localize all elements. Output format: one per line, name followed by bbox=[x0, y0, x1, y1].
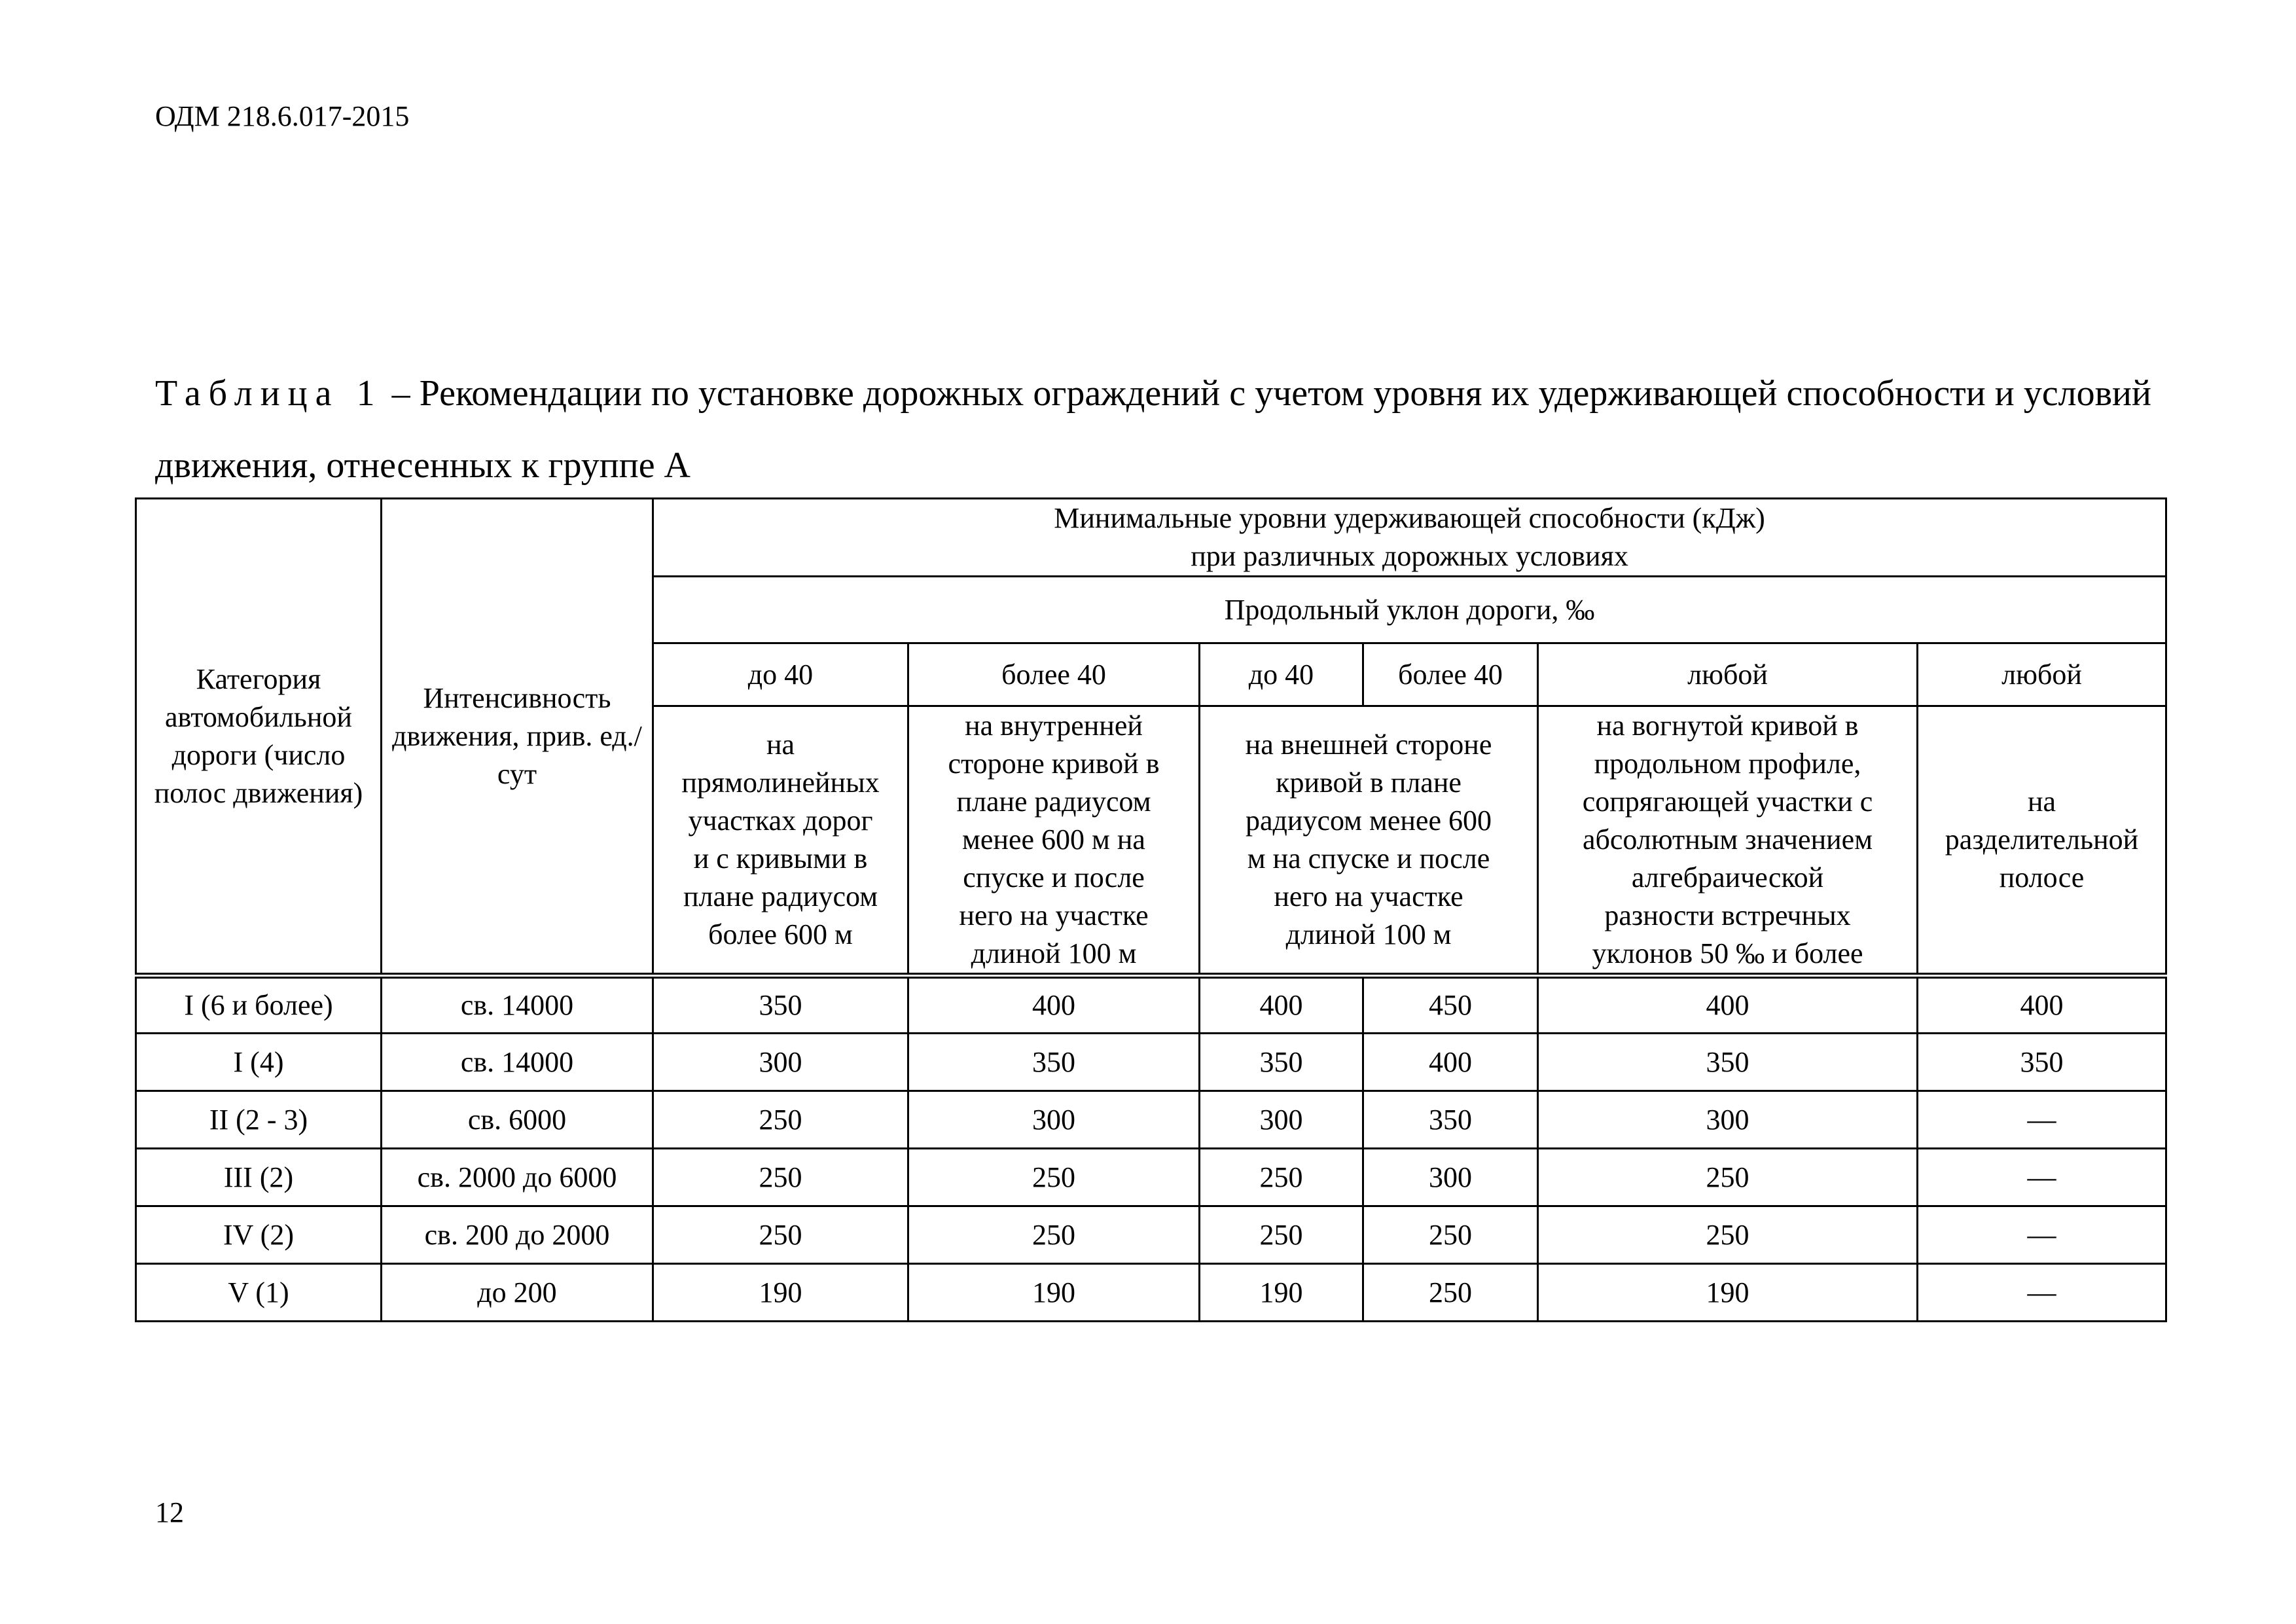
category-cell: IV (2) bbox=[136, 1206, 382, 1264]
value-cell: 190 bbox=[908, 1264, 1200, 1322]
condition-cell: на внешней стороне кривой в плане радиусом менее 600 м на спуске и после него на участке длиной 100 м bbox=[1200, 706, 1538, 976]
dash-cell: — bbox=[1918, 1149, 2166, 1206]
value-cell: 190 bbox=[653, 1264, 908, 1322]
value-cell: 190 bbox=[1200, 1264, 1363, 1322]
category-cell: V (1) bbox=[136, 1264, 382, 1322]
slope-cell: любой bbox=[1538, 643, 1918, 706]
condition-cell: на внутренней стороне кривой в плане радиусом менее 600 м на спуске и после него на участке длиной 100 м bbox=[908, 706, 1200, 976]
value-cell: 350 bbox=[908, 1034, 1200, 1091]
table-row bbox=[136, 1206, 2166, 1264]
value-cell: 450 bbox=[1363, 976, 1538, 1034]
value-cell: 250 bbox=[653, 1149, 908, 1206]
dash-cell: — bbox=[1918, 1264, 2166, 1322]
value-cell: 400 bbox=[1538, 976, 1918, 1034]
document-header: ОДМ 218.6.017-2015 bbox=[155, 100, 410, 132]
slope-cell: более 40 bbox=[1363, 643, 1538, 706]
value-cell: 300 bbox=[1363, 1149, 1538, 1206]
table-caption bbox=[155, 357, 2151, 501]
header-slope: Продольный уклон дороги, ‰ bbox=[653, 577, 2166, 643]
intensity-cell: до 200 bbox=[382, 1264, 653, 1322]
condition-cell: на разделительной полосе bbox=[1918, 706, 2166, 976]
value-cell: 400 bbox=[908, 976, 1200, 1034]
table-row bbox=[136, 1264, 2166, 1322]
header-intensity: Интенсивность движения, прив. ед./сут bbox=[382, 499, 653, 976]
table-caption-text: – Рекомендации по установке дорожных ограждений с учетом уровня их удерживающей способности и условий движения, отнесенных к группе А bbox=[155, 373, 2151, 486]
value-cell: 250 bbox=[653, 1091, 908, 1149]
value-cell: 250 bbox=[1200, 1149, 1363, 1206]
header-category: Категория автомобильной дороги (число полос движения) bbox=[136, 499, 382, 976]
table-row bbox=[136, 1149, 2166, 1206]
dash-cell: — bbox=[1918, 1091, 2166, 1149]
intensity-cell: св. 14000 bbox=[382, 1034, 653, 1091]
value-cell: 400 bbox=[1363, 1034, 1538, 1091]
category-cell: I (4) bbox=[136, 1034, 382, 1091]
value-cell: 300 bbox=[1538, 1091, 1918, 1149]
table-row bbox=[136, 1091, 2166, 1149]
value-cell: 350 bbox=[1918, 1034, 2166, 1091]
table-row bbox=[136, 1034, 2166, 1091]
slope-cell: до 40 bbox=[1200, 643, 1363, 706]
value-cell: 250 bbox=[1363, 1206, 1538, 1264]
intensity-cell: св. 6000 bbox=[382, 1091, 653, 1149]
value-cell: 250 bbox=[1538, 1149, 1918, 1206]
value-cell: 400 bbox=[1200, 976, 1363, 1034]
condition-cell: на вогнутой кривой в продольном профиле, сопрягающей участки с абсолютным значением алгебраической разности встречных уклонов 50 ‰ и более bbox=[1538, 706, 1918, 976]
value-cell: 250 bbox=[908, 1149, 1200, 1206]
value-cell: 300 bbox=[1200, 1091, 1363, 1149]
value-cell: 250 bbox=[1538, 1206, 1918, 1264]
table-row bbox=[136, 976, 2166, 1034]
value-cell: 300 bbox=[653, 1034, 908, 1091]
value-cell: 190 bbox=[1538, 1264, 1918, 1322]
dash-cell: — bbox=[1918, 1206, 2166, 1264]
guardrail-table bbox=[135, 497, 2167, 1322]
value-cell: 350 bbox=[1200, 1034, 1363, 1091]
value-cell: 350 bbox=[1363, 1091, 1538, 1149]
value-cell: 250 bbox=[1363, 1264, 1538, 1322]
category-cell: II (2 - 3) bbox=[136, 1091, 382, 1149]
intensity-cell: св. 2000 до 6000 bbox=[382, 1149, 653, 1206]
slope-cell: до 40 bbox=[653, 643, 908, 706]
header-containment-levels: Минимальные уровни удерживающей способности (кДж) при различных дорожных условиях bbox=[653, 499, 2166, 577]
slope-cell: более 40 bbox=[908, 643, 1200, 706]
page-number: 12 bbox=[155, 1496, 184, 1528]
category-cell: III (2) bbox=[136, 1149, 382, 1206]
slope-cell: любой bbox=[1918, 643, 2166, 706]
category-cell: I (6 и более) bbox=[136, 976, 382, 1034]
value-cell: 350 bbox=[1538, 1034, 1918, 1091]
intensity-cell: св. 14000 bbox=[382, 976, 653, 1034]
value-cell: 350 bbox=[653, 976, 908, 1034]
value-cell: 250 bbox=[908, 1206, 1200, 1264]
value-cell: 250 bbox=[653, 1206, 908, 1264]
table-caption-label: Таблица 1 bbox=[155, 373, 383, 414]
value-cell: 250 bbox=[1200, 1206, 1363, 1264]
value-cell: 300 bbox=[908, 1091, 1200, 1149]
condition-cell: на прямолинейных участках дорог и с кривыми в плане радиусом более 600 м bbox=[653, 706, 908, 976]
intensity-cell: св. 200 до 2000 bbox=[382, 1206, 653, 1264]
value-cell: 400 bbox=[1918, 976, 2166, 1034]
